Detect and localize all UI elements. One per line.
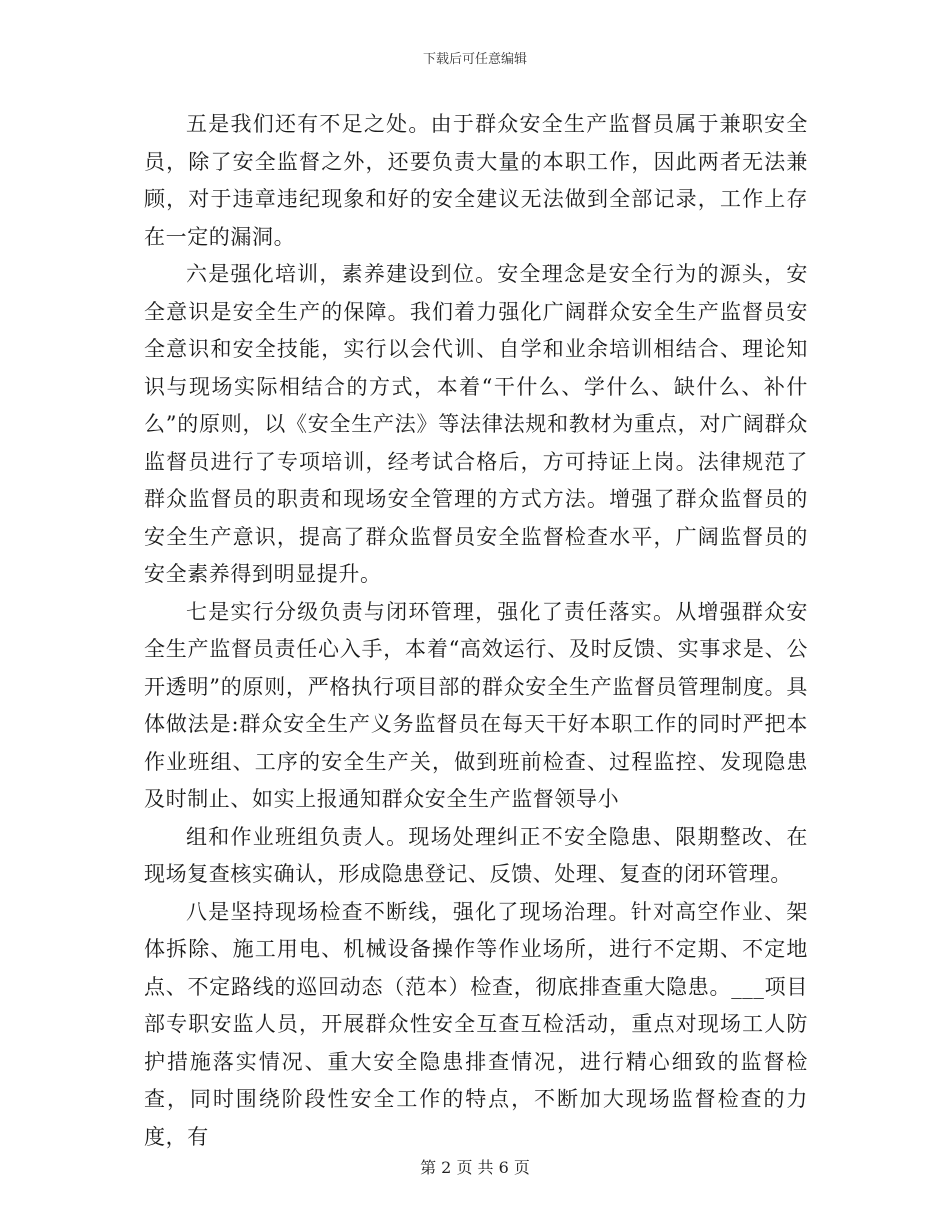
paragraph: 八是坚持现场检查不断线，强化了现场治理。针对高空作业、架体拆除、施工用电、机械设备操作等作业场所，进行不定期、不定地点、不定路线的巡回动态（范本）检查，彻底排查重大隐患。___项目部专职安监人员，开展群众性安全互查互检活动，重点对现场工人防护措施落实情况、重大安全隐患排查情况，进行精心细致的监督检查，同时围绕阶段性安全工作的特点，不断加大现场监督检查的力度，有 [144,899,808,1149]
document-body [144,106,808,1156]
page-number: 第 2 页 共 6 页 [420,1158,530,1177]
paragraph: 七是实行分级负责与闭环管理，强化了责任落实。从增强群众安全生产监督员责任心入手，本着“高效运行、及时反馈、实事求是、公开透明”的原则，严格执行项目部的群众安全生产监督员管理制度。具体做法是:群众安全生产义务监督员在每天干好本职工作的同时严把本作业班组、工序的安全生产关，做到班前检查、过程监控、发现隐患及时制止、如实上报通知群众安全生产监督领导小 [144,599,808,811]
paragraph: 五是我们还有不足之处。由于群众安全生产监督员属于兼职安全员，除了安全监督之外，还要负责大量的本职工作，因此两者无法兼顾，对于违章违纪现象和好的安全建议无法做到全部记录，工作上存在一定的漏洞。 [144,112,808,249]
paragraph: 六是强化培训，素养建设到位。安全理念是安全行为的源头，安全意识是安全生产的保障。我们着力强化广阔群众安全生产监督员安全意识和安全技能，实行以会代训、自学和业余培训相结合、理论知识与现场实际相结合的方式，本着“干什么、学什么、缺什么、补什么”的原则，以《安全生产法》等法律法规和教材为重点，对广阔群众监督员进行了专项培训，经考试合格后，方可持证上岗。法律规范了群众监督员的职责和现场安全管理的方式方法。增强了群众监督员的安全生产意识，提高了群众监督员安全监督检查水平，广阔监督员的安全素养得到明显提升。 [144,262,808,586]
page-header-note: 下载后可任意编辑 [422,52,527,67]
paragraph: 组和作业班组负责人。现场处理纠正不安全隐患、限期整改、在现场复查核实确认，形成隐患登记、反馈、处理、复查的闭环管理。 [144,824,808,886]
